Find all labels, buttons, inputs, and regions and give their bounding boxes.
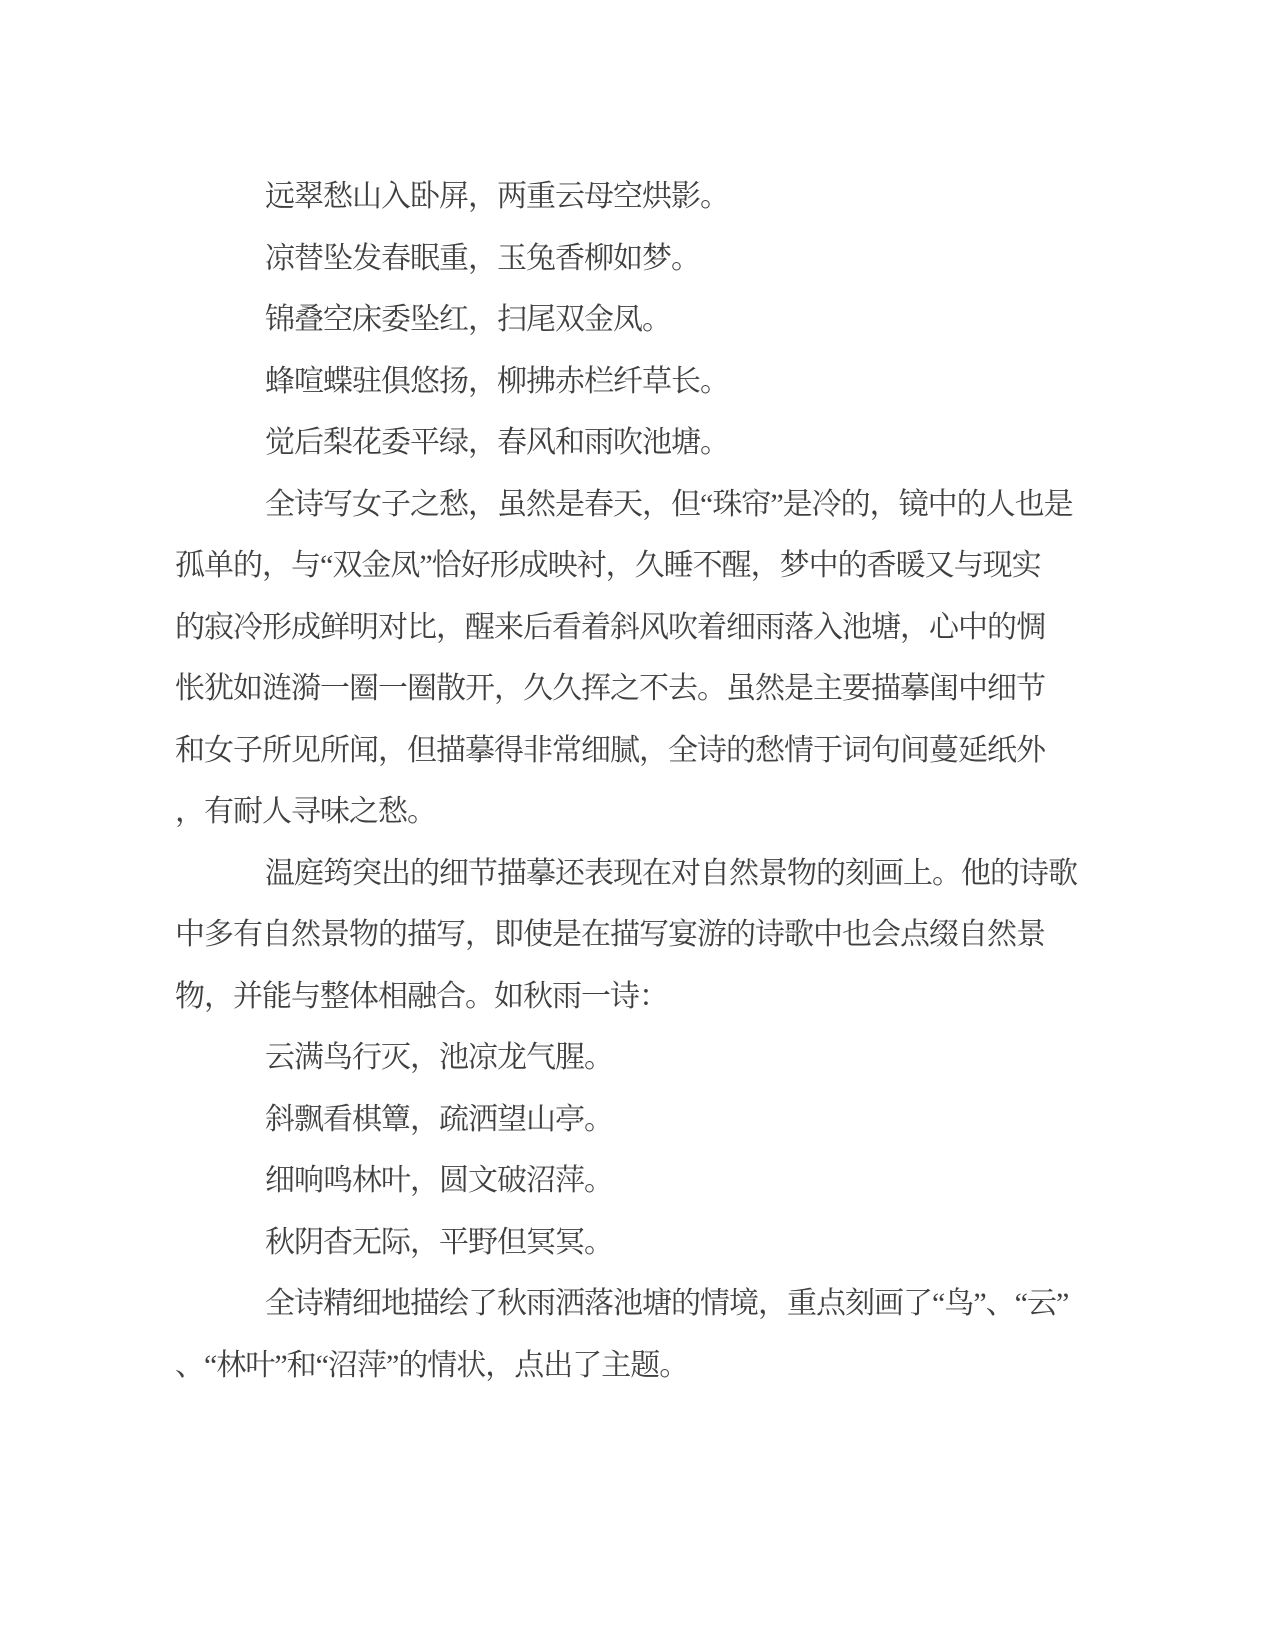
body-line: 孤单的，与“双金凤”恰好形成映衬，久睡不醒，梦中的香暖又与现实 bbox=[175, 549, 1041, 582]
poem-line: 斜飘看棋簟，疏洒望山亭。 bbox=[265, 1102, 613, 1136]
body-line: 怅犹如涟漪一圈一圈散开，久久挥之不去。虽然是主要描摹闺中细节 bbox=[175, 672, 1045, 705]
body-line: 、“林叶”和“沼萍”的情状，点出了主题。 bbox=[175, 1348, 689, 1382]
poem-line: 蜂喧蝶驻俱悠扬，柳拂赤栏纤草长。 bbox=[265, 364, 729, 398]
body-line: 的寂冷形成鲜明对比，醒来后看着斜风吹着细雨落入池塘，心中的惆 bbox=[175, 610, 1045, 644]
body-line: 全诗写女子之愁，虽然是春天，但“珠帘”是冷的，镜中的人也是 bbox=[265, 487, 1073, 521]
body-line: 和女子所见所闻，但描摹得非常细腻，全诗的愁情于词句间蔓延纸外 bbox=[175, 733, 1045, 767]
poem-line: 细响鸣林叶，圆文破沼萍。 bbox=[265, 1164, 613, 1197]
body-line: 全诗精细地描绘了秋雨洒落池塘的情境，重点刻画了“鸟”、“云” bbox=[265, 1287, 1069, 1320]
paragraph-conclusion bbox=[175, 1273, 1115, 1396]
paragraph-nature-intro bbox=[175, 843, 1115, 1028]
poem-stanza-spring bbox=[175, 166, 1115, 474]
poem-line: 锦叠空床委坠红，扫尾双金凤。 bbox=[265, 303, 671, 336]
poem-line: 云满鸟行灭，池凉龙气腥。 bbox=[265, 1041, 613, 1074]
paragraph-analysis-spring bbox=[175, 474, 1115, 843]
poem-line: 远翠愁山入卧屏，两重云母空烘影。 bbox=[265, 180, 729, 213]
text-block bbox=[175, 166, 1115, 1396]
body-line: 物，并能与整体相融合。如秋雨一诗： bbox=[175, 979, 668, 1013]
body-line: ，有耐人寻味之愁。 bbox=[175, 795, 436, 828]
body-line: 中多有自然景物的描写，即使是在描写宴游的诗歌中也会点缀自然景 bbox=[175, 918, 1045, 951]
poem-stanza-autumn-rain bbox=[175, 1027, 1115, 1273]
poem-line: 秋阴杳无际，平野但冥冥。 bbox=[265, 1225, 613, 1259]
body-line: 温庭筠突出的细节描摹还表现在对自然景物的刻画上。他的诗歌 bbox=[265, 856, 1077, 890]
poem-line: 觉后梨花委平绿，春风和雨吹池塘。 bbox=[265, 426, 729, 459]
poem-line: 凉替坠发春眠重，玉兔香柳如梦。 bbox=[265, 241, 700, 275]
